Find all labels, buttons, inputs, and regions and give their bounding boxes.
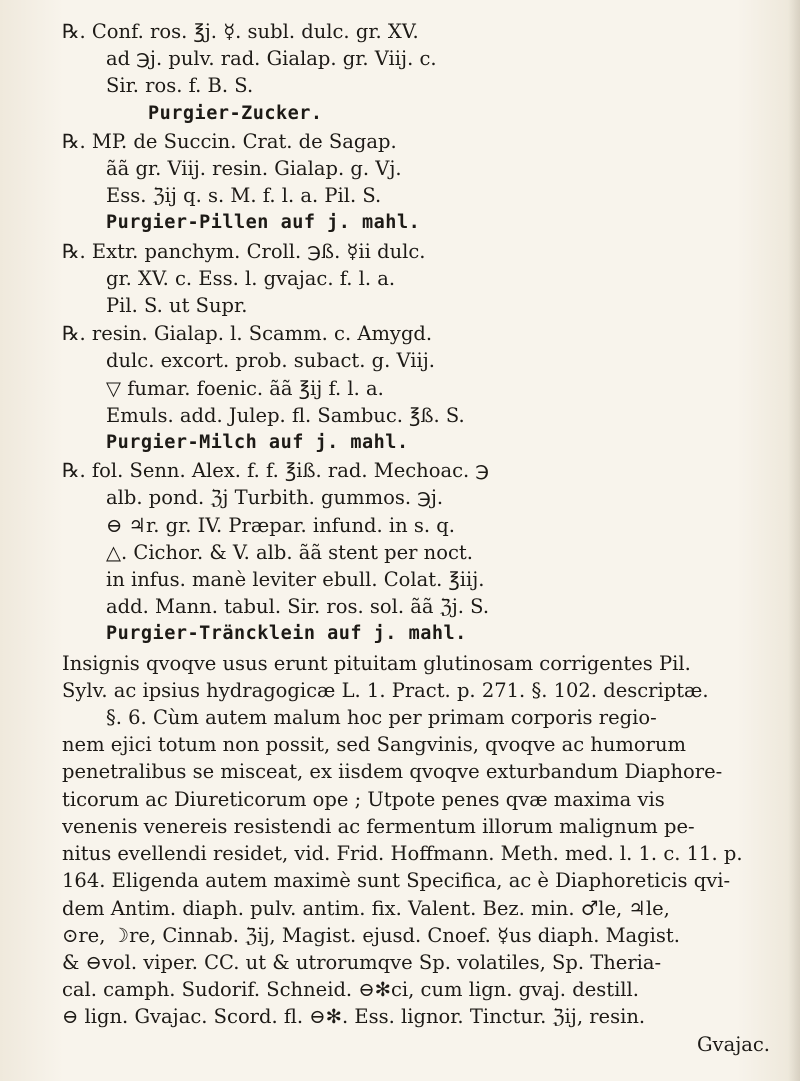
recipe-line: ℞. Conf. ros. ℥j. ☿. subl. dulc. gr. XV.	[62, 20, 419, 43]
recipe-line: ⊖ ♃r. gr. IV. Præpar. infund. in s. q.	[106, 513, 455, 537]
recipe-line: in infus. manè leviter ebull. Colat. ℥iij.	[106, 568, 485, 592]
text-line: Gvajac.	[696, 1032, 770, 1056]
recipe-4	[62, 320, 770, 456]
recipe-5	[62, 457, 770, 647]
recipe-line: dulc. excort. prob. subact. g. Viij.	[106, 349, 435, 373]
recipe-line: gr. XV. c. Ess. l. gvajac. f. l. a.	[106, 266, 396, 290]
recipe-line: ℞. fol. Senn. Alex. f. f. ℥iß. rad. Mechoac. ℈	[62, 459, 490, 483]
recipe-line: add. Mann. tabul. Sir. ros. sol. ãã ℨj. S.	[106, 595, 490, 619]
text-line: dem Antim. diaph. pulv. antim. fix. Valent. Bez. min. ♂le, ♃le,	[62, 896, 670, 920]
recipe-line: ℞. resin. Gialap. l. Scamm. c. Amygd.	[62, 322, 433, 346]
recipe-label: Purgier-Träncklein auf j. mahl.	[106, 623, 467, 645]
recipe-line: Sir. ros. f. B. S.	[106, 74, 254, 98]
body-text	[62, 650, 770, 1058]
text-line: Insignis qvoqve usus erunt pituitam glutinosam corrigentes Pil.	[62, 651, 691, 675]
recipe-label: Purgier-Milch auf j. mahl.	[106, 432, 409, 454]
recipe-line: ℞. MP. de Succin. Crat. de Sagap.	[62, 129, 397, 153]
text-line: penetralibus se misceat, ex iisdem qvoqve exturbandum Diaphore-	[62, 760, 723, 784]
text-line: §. 6. Cùm autem malum hoc per primam corporis regio-	[106, 706, 657, 730]
recipe-line: alb. pond. ℨj Turbith. gummos. ℈j.	[106, 486, 444, 510]
text-line: cal. camph. Sudorif. Schneid. ⊖✻ci, cum lign. gvaj. destill.	[62, 978, 639, 1002]
recipe-line: Emuls. add. Julep. fl. Sambuc. ℥ß. S.	[106, 403, 465, 427]
recipe-2	[62, 128, 770, 237]
text-line: venenis venereis resistendi ac fermentum illorum malignum pe-	[62, 814, 695, 838]
recipe-line: ℞. Extr. panchym. Croll. ℈ß. ☿ii dulc.	[62, 239, 426, 263]
recipe-line: ad ℈j. pulv. rad. Gialap. gr. Viij. c.	[106, 47, 437, 71]
text-line: nitus evellendi residet, vid. Frid. Hoffmann. Meth. med. l. 1. c. 11. p.	[62, 842, 743, 866]
text-line: nem ejici totum non possit, sed Sangvinis, qvoqve ac humorum	[62, 733, 687, 757]
recipe-label: Purgier-Pillen auf j. mahl.	[106, 212, 421, 234]
paragraph-section-6	[62, 704, 770, 1058]
recipe-label: Purgier-Zucker.	[148, 102, 323, 124]
recipe-line: ãã gr. Viij. resin. Gialap. g. Vj.	[106, 157, 402, 181]
text-line: 164. Eligenda autem maximè sunt Specifica, ac è Diaphoreticis qvi-	[62, 869, 731, 893]
text-line: Sylv. ac ipsius hydragogicæ L. 1. Pract. p. 271. §. 102. descriptæ.	[62, 678, 709, 702]
recipe-line: △. Cichor. & V. alb. ãã stent per noct.	[106, 540, 473, 564]
page-edge-shadow	[788, 0, 800, 1081]
recipe-1	[62, 18, 770, 127]
text-line: & ⊖vol. viper. CC. ut & utrorumqve Sp. volatiles, Sp. Theria-	[62, 950, 662, 974]
text-line: ⊖ lign. Gvajac. Scord. fl. ⊖✻. Ess. lignor. Tinctur. ℨij, resin.	[62, 1005, 646, 1029]
text-line: ticorum ac Diureticorum ope ; Utpote penes qvæ maxima vis	[62, 787, 665, 811]
recipe-line: Ess. ℨij q. s. M. f. l. a. Pil. S.	[106, 184, 382, 208]
recipe-line: Pil. S. ut Supr.	[106, 294, 248, 318]
recipe-3	[62, 238, 770, 320]
paragraph-pills	[62, 650, 770, 704]
recipe-line: ▽ fumar. foenic. ãã ℥ij f. l. a.	[106, 376, 384, 400]
text-line: ⊙re, ☽re, Cinnab. ℨij, Magist. ejusd. Cnoef. ☿us diaph. Magist.	[62, 923, 680, 947]
